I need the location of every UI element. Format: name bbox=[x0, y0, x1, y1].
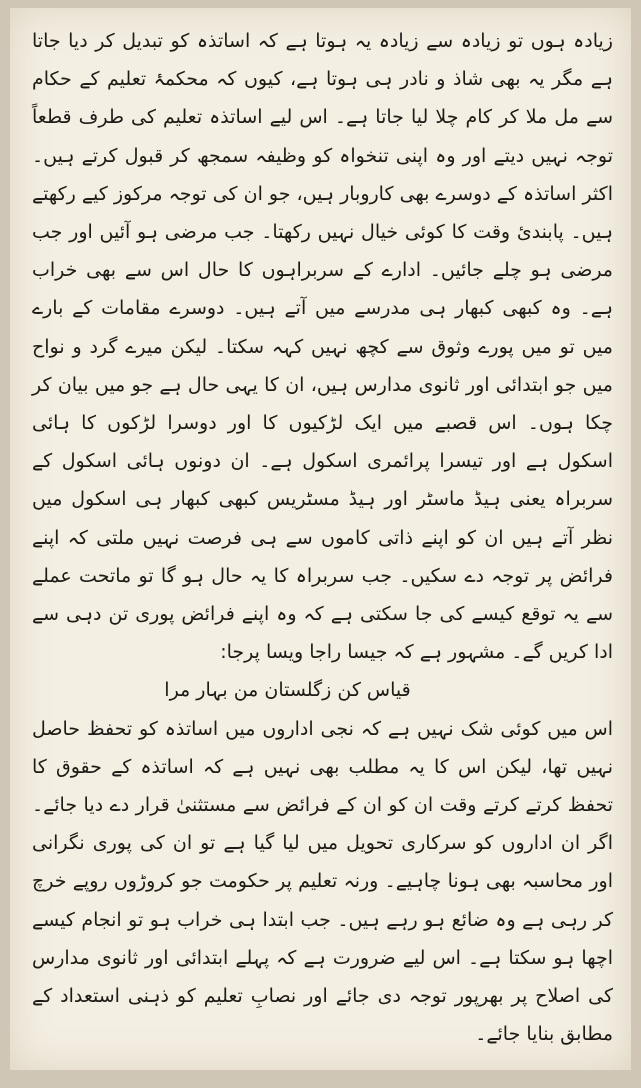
paragraph-2: اس میں کوئی شک نہیں ہے کہ نجی اداروں میں اساتذہ کو تحفظ حاصل نہیں تھا، لیکن اس کا یہ مطلب بھی نہیں ہے کہ اساتذہ کے حقوق کا تحفظ کرتے کرتے وقت ان کو ان کے فرائض سے مستثنیٰ قرار دے دیا جائے۔ اگر ان اداروں کو سرکاری تحویل میں لیا گیا ہے تو ان کی پوری نگرانی اور محاسبہ بھی ہونا چاہیے۔ ورنہ تعلیم پر حکومت جو کروڑوں روپے خرچ کر رہی ہے وہ ضائع ہو رہے ہیں۔ جب ابتدا ہی خراب ہو تو انجام کیسے اچھا ہو سکتا ہے۔ اس لیے ضرورت ہے کہ پہلے ابتدائی اور ثانوی مدارس کی اصلاح پر بھرپور توجہ دی جائے اور نصابِ تعلیم کو ذہنی استعداد کے مطابق بنایا جائے۔ bbox=[32, 717, 613, 1046]
scanned-page bbox=[10, 8, 631, 1070]
persian-verse: قیاس کن زگلستان من بہار مرا bbox=[164, 679, 411, 702]
paragraph-1: زیادہ ہوں تو زیادہ سے زیادہ یہ ہوتا ہے کہ اساتذہ کو تبدیل کر دیا جاتا ہے مگر یہ بھی شاذ و نادر ہی ہوتا ہے، کیوں کہ محکمۂ تعلیم کے حکام سے مل ملا کر کام چلا لیا جاتا ہے۔ اس لیے اساتذہ تعلیم کی طرف قطعاً توجہ نہیں دیتے اور وہ اپنی تنخواہ کو وظیفہ سمجھ کر قبول کرتے ہیں۔ اکثر اساتذہ کے دوسرے بھی کاروبار ہیں، جو ان کی توجہ مرکوز کیے رکھتے ہیں۔ پابندیٔ وقت کا کوئی خیال نہیں رکھتا۔ جب مرضی ہو آئیں اور جب مرضی ہو چلے جائیں۔ ادارے کے سربراہوں کا حال اس سے بھی خراب ہے۔ وہ کبھی کبھار ہی مدرسے میں آتے ہیں۔ دوسرے مقامات کے بارے میں تو میں پورے وثوق سے کچھ نہیں کہہ سکتا۔ لیکن میرے گرد و نواح میں جو ابتدائی اور ثانوی مدارس ہیں، ان کا یہی حال ہے جو میں بیان کر چکا ہوں۔ اس قصبے میں ایک لڑکیوں کا اور دوسرا لڑکوں کا ہائی اسکول ہے اور تیسرا پرائمری اسکول ہے۔ ان دونوں ہائی اسکول کے سربراہ یعنی ہیڈ ماسٹر اور ہیڈ مسٹریس کبھی کبھار ہی اسکول میں نظر آتے ہیں ان کو اپنے ذاتی کاموں سے ہی فرصت نہیں ملتی کہ اپنے فرائض پر توجہ دے سکیں۔ جب سربراہ کا یہ حال ہو گا تو ماتحت عملے سے یہ توقع کیسے کی جا سکتی ہے کہ وہ اپنے فرائض پوری تن دہی سے ادا کریں گے۔ مشہور ہے کہ جیسا راجا ویسا پرجا: bbox=[32, 30, 613, 664]
